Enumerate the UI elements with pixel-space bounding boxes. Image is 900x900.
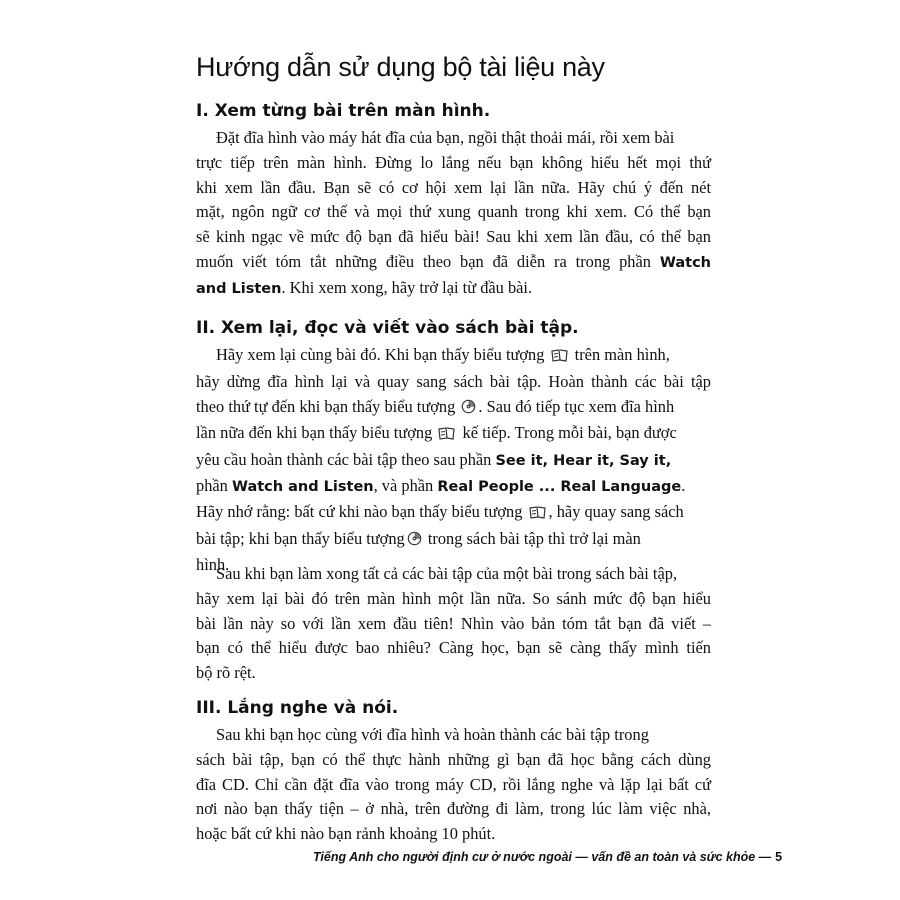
page-number: 5: [775, 850, 783, 864]
text-line: [196, 527, 711, 554]
section-1-heading: I. Xem từng bài trên màn hình.: [196, 101, 491, 121]
text-line: sẽ kinh ngạc về mức độ bạn đã hiểu bài! Sau khi xem lần đầu, có thể bạn: [196, 227, 711, 247]
text-line: hoặc bất cứ khi nào bạn rảnh khoảng 10 phút.: [196, 824, 496, 844]
text-span: trong sách bài tập thì trở lại màn: [427, 528, 641, 548]
section-2-paragraph-2: [196, 562, 711, 686]
text-span: Hãy xem lại cùng bài đó. Khi bạn thấy biểu tượng: [216, 345, 545, 364]
text-span: .: [681, 475, 686, 495]
text-span: muốn viết tóm tắt những điều theo bạn đã diễn ra trong phần: [196, 251, 651, 271]
disc-icon: [461, 397, 476, 422]
bold-term: See it, Hear it, Say it,: [495, 453, 672, 470]
section-3-heading: III. Lắng nghe và nói.: [196, 698, 399, 718]
text-line: trực tiếp trên màn hình. Đừng lo lắng nếu bạn không hiểu hết mọi thứ: [196, 152, 711, 172]
workbook-icon: [438, 423, 456, 448]
text-line: [196, 448, 711, 474]
text-line: nơi nào bạn thấy tiện – ở nhà, trên đường đi làm, trong lúc làm việc nhà,: [196, 799, 711, 819]
text-line: đĩa CD. Chỉ cần đặt đĩa vào trong máy CD, rồi lắng nghe và lặp lại bất cứ: [196, 774, 711, 794]
text-line: Sau khi bạn làm xong tất cả các bài tập của một bài trong sách bài tập,: [216, 564, 678, 583]
text-line: [196, 395, 711, 422]
text-span: phần: [196, 475, 228, 495]
section-2-heading: II. Xem lại, đọc và viết vào sách bài tập.: [196, 318, 579, 338]
bold-term: and Listen: [196, 280, 282, 297]
text-span: lần nữa đến khi bạn thấy biểu tượng: [196, 423, 433, 443]
text-line: Đặt đĩa hình vào máy hát đĩa của bạn, ngồi thật thoải mái, rồi xem bài: [216, 128, 675, 147]
text-line: Sau khi bạn học cùng với đĩa hình và hoàn thành các bài tập trong: [216, 725, 649, 744]
workbook-icon: [551, 345, 569, 370]
text-line: hình.: [196, 555, 230, 575]
text-span: , hãy quay sang sách: [548, 501, 684, 521]
text-line: bài lần này so với lần xem đầu tiên! Nhìn vào bản tóm tắt bạn đã viết –: [196, 613, 711, 633]
footer-running-title: Tiếng Anh cho người định cư ở nước ngoài — vấn đề an toàn và sức khỏe —: [313, 850, 772, 864]
text-line: [196, 474, 711, 500]
text-span: trên màn hình,: [574, 345, 670, 364]
text-span: . Sau đó tiếp tục xem đĩa hình: [478, 396, 675, 416]
bold-term: Real People ... Real Language: [437, 478, 682, 495]
text-line: khi xem lần đầu. Bạn sẽ có cơ hội xem lại lần nữa. Hãy chú ý đến nét: [196, 177, 711, 197]
section-1-paragraph: [196, 126, 711, 302]
text-span: theo thứ tự đến khi bạn thấy biểu tượng: [196, 396, 456, 416]
section-2-paragraph-1: [196, 343, 711, 578]
text-line: [196, 500, 711, 527]
text-line: mặt, ngôn ngữ cơ thể và mọi thứ xung quanh trong khi xem. Có thể bạn: [196, 202, 711, 222]
bold-term: Watch: [659, 254, 711, 271]
workbook-icon: [529, 502, 547, 527]
disc-icon: [407, 529, 422, 554]
text-line: sách bài tập, bạn có thể thực hành những gì bạn đã học bằng cách dùng: [196, 749, 711, 769]
text-line: [196, 276, 711, 302]
text-span: , và phần: [373, 475, 434, 495]
section-3-paragraph: [196, 723, 711, 847]
bold-term: Watch and Listen: [231, 478, 374, 495]
text-line: [196, 250, 711, 276]
text-line: bạn có thể hiểu được bao nhiêu? Càng học, bạn sẽ càng thấy mình tiến: [196, 638, 711, 658]
text-line: hãy xem lại bài đó trên màn hình một lần nữa. So sánh mức độ bạn hiểu: [196, 588, 711, 608]
text-span: yêu cầu hoàn thành các bài tập theo sau phần: [196, 450, 492, 470]
text-line: hãy dừng đĩa hình lại và quay sang sách bài tập. Hoàn thành các bài tập: [196, 371, 711, 391]
text-span: . Khi xem xong, hãy trở lại từ đầu bài.: [281, 277, 533, 297]
text-span: kế tiếp. Trong mỗi bài, bạn được: [462, 423, 677, 443]
text-line: [196, 343, 711, 370]
text-span: Hãy nhớ rằng: bất cứ khi nào bạn thấy biểu tượng: [196, 501, 523, 521]
text-span: bài tập; khi bạn thấy biểu tượng: [196, 528, 405, 548]
text-line: [196, 421, 711, 448]
text-line: bộ rõ rệt.: [196, 663, 256, 683]
page-title: Hướng dẫn sử dụng bộ tài liệu này: [196, 52, 605, 82]
page-footer: [313, 850, 782, 864]
